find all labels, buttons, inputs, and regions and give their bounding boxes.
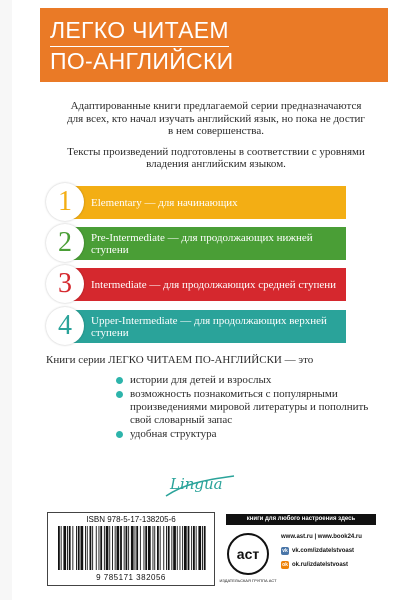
list-item [116,374,376,387]
bullet-dot-icon [116,391,123,398]
ok-icon: ok [282,562,288,568]
level-4-number: 4 [46,307,84,345]
bullet-dot-icon [116,431,123,438]
list-item [116,428,376,441]
lingua-logo-text: Lingua [170,475,223,493]
publisher-caption: ИЗДАТЕЛЬСКАЯ ГРУППА АСТ [219,578,277,583]
barcode-digits: 9 785171 382056 [96,573,166,582]
list-item-text: истории для детей и взрослых [130,374,272,386]
vk-icon: vk [282,548,288,554]
level-2 [46,227,346,260]
title-line-2: ПО-АНГЛИЙСКИ [50,48,234,74]
lingua-logo [164,470,236,500]
level-1 [46,186,346,219]
series-title [50,16,234,75]
list-item-text: возможность познакомиться с популярными произведениями мировой литературы и пополнить свой словарный запас [130,388,369,426]
level-3-label: Intermediate — для продолжающих средней ступени [65,268,346,301]
ast-logo-icon [226,532,270,576]
level-2-number: 2 [46,224,84,262]
features-list [116,374,376,442]
series-lead-text: Книги серии ЛЕГКО ЧИТАЕМ ПО-АНГЛИЙСКИ — это [46,354,314,366]
barcode-icon [56,526,206,570]
level-2-label: Pre-Intermediate — для продолжающих нижней ступени [65,227,346,260]
level-3 [46,268,346,301]
level-4 [46,310,346,343]
bullet-dot-icon [116,377,123,384]
vk-link[interactable]: vk vk.com/izdatelstvoast [282,548,355,554]
publisher-tagline: книги для любого настроения здесь [226,514,376,525]
publisher-links [281,530,362,572]
intro-paragraph-1: Адаптированные книги предлагаемой серии предназначаются для всех, кто начал изучать английский язык, но пока не достиг в нем совершенства. [67,100,365,137]
list-item [116,388,376,427]
list-item-text: удобная структура [130,428,217,440]
intro-paragraph-2: Тексты произведений подготовлены в соответствии с уровнями владения английским языком. [67,145,365,170]
isbn-number: ISBN 978-5-17-138205-6 [86,515,176,524]
left-edge-stripe [0,0,12,600]
level-3-number: 3 [46,265,84,303]
barcode-box [47,512,215,586]
intro-text [66,100,366,179]
series-header [40,8,388,82]
level-1-label: Elementary — для начинающих [65,186,346,219]
website-link[interactable]: www.ast.ru | www.book24.ru [281,534,362,540]
level-4-label: Upper-Intermediate — для продолжающих верхней ступени [65,310,346,343]
ok-link[interactable]: ok ok.ru/izdatelstvoast [282,562,349,568]
level-1-number: 1 [46,183,84,221]
title-line-1: ЛЕГКО ЧИТАЕМ [50,16,229,47]
svg-text:аст: аст [236,546,260,562]
